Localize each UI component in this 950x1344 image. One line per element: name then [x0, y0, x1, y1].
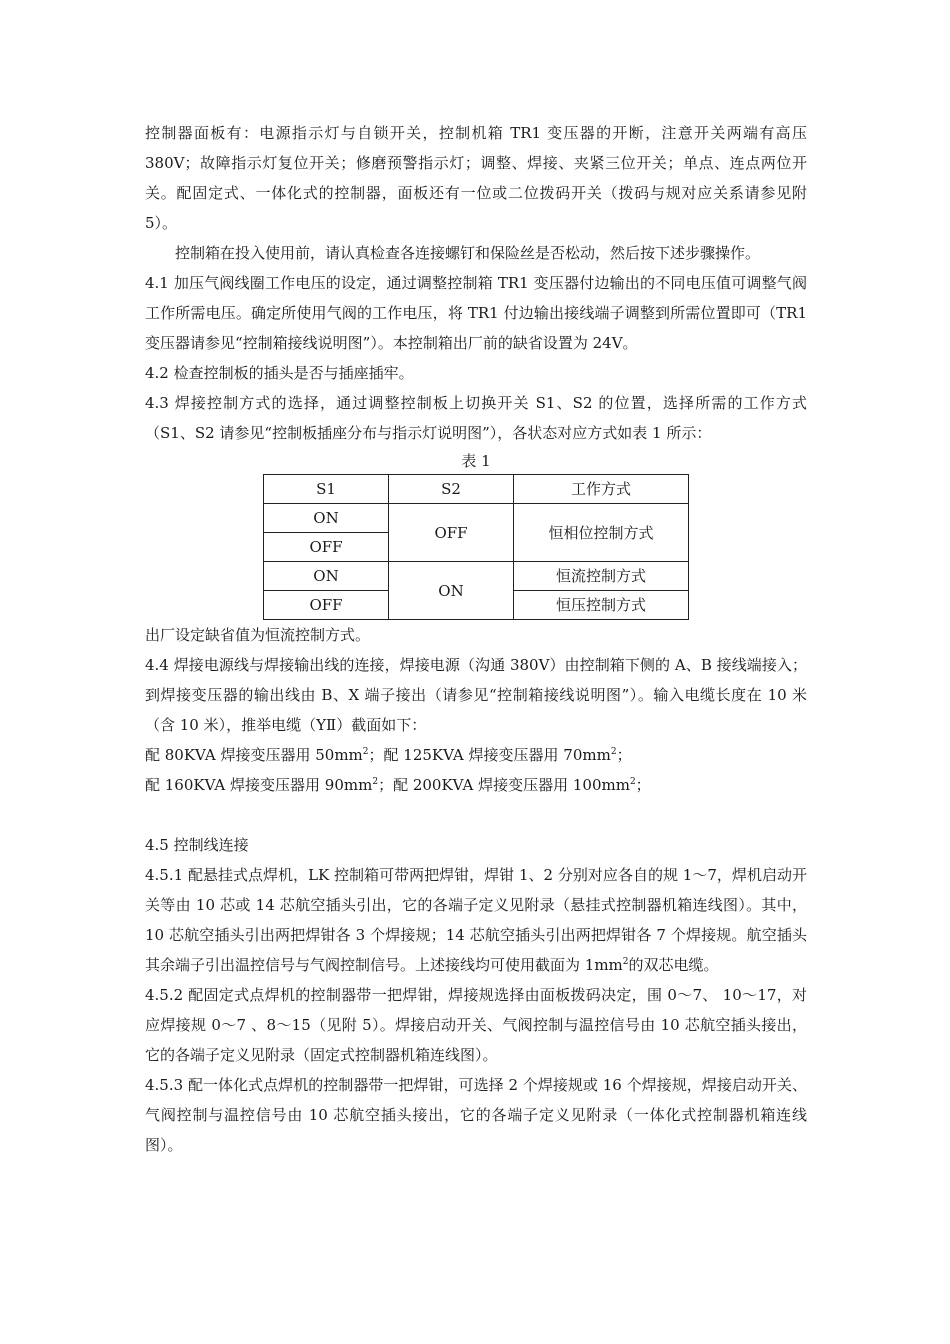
- table-row: [264, 504, 689, 533]
- header-s2: S2: [389, 475, 514, 504]
- section-text: 4.5.1 配悬挂式点焊机，LK 控制箱可带两把焊钳，焊钳 1、2 分别对应各自的规 1～7，焊机启动开关等由 10 芯或 14 芯航空插头引出，它的各端子定义见附录（悬挂式控制器机箱连线图）。其中，10 芯航空插头引出两把焊钳各 3 个焊接规；14 芯航空插头引出两把焊钳各 7 个焊接规。航空插头其余端子引出温控信号与气阀控制信号。上述接线均可使用截面为 1mm: [145, 866, 807, 974]
- section-4-1: 4.1 加压气阀线圈工作电压的设定，通过调整控制箱 TR1 变压器付边输出的不同电压值可调整气阀工作所需电压。确定所使用气阀的工作电压，将 TR1 付边输出接线端子调整到所需位置即可（TR1 变压器请参见“控制箱接线说明图”）。本控制箱出厂前的缺省设置为 24V。: [145, 274, 807, 352]
- section-4-4: 4.4 焊接电源线与焊接输出线的连接，焊接电源（沟通 380V）由控制箱下侧的 A、B 接线端接入；到焊接变压器的输出线由 B、X 端子接出（请参见“控制箱接线说明图”）。输入电缆长度在 10 米（含 10 米），推举电缆（YⅡ）截面如下：: [145, 656, 807, 734]
- section-4-5: 4.5 控制线连接: [145, 836, 249, 854]
- header-mode: 工作方式: [514, 475, 689, 504]
- pre-use-check: 控制箱在投入使用前，请认真检查各连接螺钉和保险丝是否松动，然后按下述步骤操作。: [175, 244, 761, 262]
- table-caption: 表 1: [461, 452, 491, 470]
- blank-line: [145, 800, 807, 830]
- section-4-3: 4.3 焊接控制方式的选择，通过调整控制板上切换开关 S1、S2 的位置，选择所需的工作方式（S1、S2 请参见“控制板插座分布与指示灯说明图”），各状态对应方式如表 1 所示：: [145, 394, 807, 442]
- cell-mode: 恒压控制方式: [514, 591, 689, 620]
- section-text: 的双芯电缆。: [628, 956, 719, 974]
- superscript: 2: [372, 777, 379, 787]
- cell-s1: ON: [264, 562, 389, 591]
- default-setting: 出厂设定缺省值为恒流控制方式。: [145, 626, 371, 644]
- superscript: 2: [610, 747, 617, 757]
- section-4-5-2: 4.5.2 配固定式点焊机的控制器带一把焊钳，焊接规选择由面板拨码决定，围 0～7、 10～17，对应焊接规 0～7 、8～15（见附 5）。焊接启动开关、气阀控制与温控信号由 10 芯航空插头接出，它的各端子定义见附录（固定式控制器机箱连线图）。: [145, 986, 807, 1064]
- cell-s1: ON: [264, 504, 389, 533]
- section-4-5-3: 4.5.3 配一体化式点焊机的控制器带一把焊钳，可选择 2 个焊接规或 16 个焊接规，焊接启动开关、气阀控制与温控信号由 10 芯航空插头接出，它的各端子定义见附录（一体化式控制器机箱连线图）。: [145, 1076, 807, 1154]
- cable-spec-text: ；配 125KVA 焊接变压器用 70mm: [368, 746, 611, 764]
- cable-spec-line-2: [145, 770, 807, 800]
- cell-s2: OFF: [389, 504, 514, 562]
- cable-spec-text: ；: [616, 746, 632, 764]
- mode-table: [263, 474, 689, 620]
- cable-spec-text: ；配 200KVA 焊接变压器用 100mm: [378, 776, 630, 794]
- cable-spec-text: ；: [635, 776, 651, 794]
- header-s1: S1: [264, 475, 389, 504]
- cable-spec-text: 配 160KVA 焊接变压器用 90mm: [145, 776, 373, 794]
- table-row: [264, 562, 689, 591]
- document-page: [145, 118, 807, 1160]
- section-4-5-1: [145, 860, 807, 980]
- superscript: 2: [629, 777, 636, 787]
- section-4-2: 4.2 检查控制板的插头是否与插座插牢。: [145, 364, 414, 382]
- superscript: 2: [362, 747, 369, 757]
- cell-mode: 恒相位控制方式: [514, 504, 689, 562]
- cable-spec-text: 配 80KVA 焊接变压器用 50mm: [145, 746, 363, 764]
- panel-description: 控制器面板有：电源指示灯与自锁开关，控制机箱 TR1 变压器的开断，注意开关两端有高压 380V；故障指示灯复位开关；修磨预警指示灯；调整、焊接、夹紧三位开关；单点、连点两位开关。配固定式、一体化式的控制器，面板还有一位或二位拨码开关（拨码与规对应关系请参见附 5）。: [145, 124, 807, 232]
- superscript: 2: [622, 957, 629, 967]
- cell-s2: ON: [389, 562, 514, 620]
- cell-mode: 恒流控制方式: [514, 562, 689, 591]
- table-header-row: [264, 475, 689, 504]
- cell-s1: OFF: [264, 533, 389, 562]
- cable-spec-line-1: [145, 740, 807, 770]
- cell-s1: OFF: [264, 591, 389, 620]
